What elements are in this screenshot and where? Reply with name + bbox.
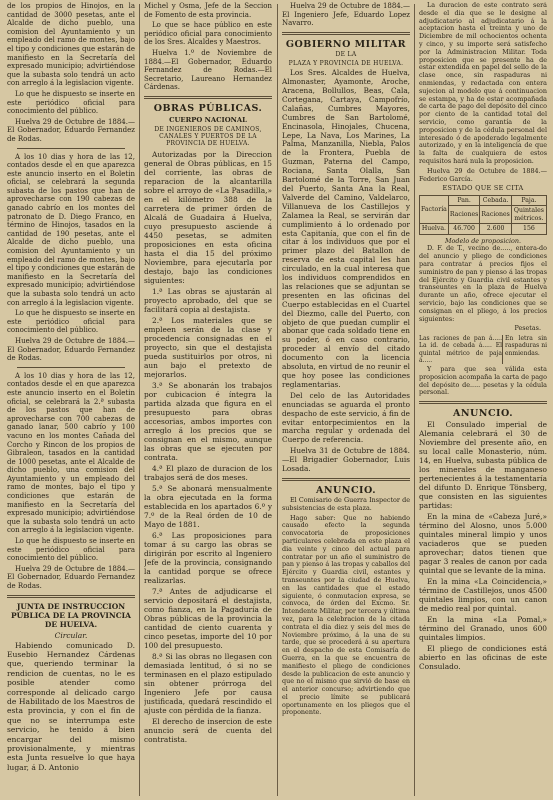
section-subheading: PLAZA Y PROVINCIA DE HUELVA. xyxy=(288,59,404,67)
column-2 xyxy=(144,2,272,798)
section-subheading: Circular. xyxy=(54,630,88,640)
section-subheading: DE LA xyxy=(335,50,357,58)
paragraph: La duracion de este contrato será desde el dia que se le designe al adjudicatario al adjudicatario á la aceptacion hasta el treinta y uno de Diciembre de mil ochocientos ochenta y cinco, y su importe será satisfecho por la Administracion Militar. Toda proposicion que se presente ha de estar extendida en papel del sello de la clase once, sin raspaduras ni enmiendas, y redactada con entera sujecion al modelo que á continuacion se estampa, y ha de estar acompañada de carta de pago del depósito del cinco por ciento de la cantidad total del servicio, como garantía de la proposicion y de la cédula personal del interesado ó de apoderado legalmente autorizado, y en la inteligencia de que la falta de cualquiera de estos requisitos hará nula la proposicion. xyxy=(419,2,547,165)
column-rule xyxy=(139,4,140,796)
signature: Huelva 1.º de Noviembre de 1884.—El Gobernador, Eduardo Fernandez de Rodas.—El Secretario, Laureano Hernandez Cárdenas. xyxy=(144,48,272,92)
table-header: Raciones xyxy=(480,206,511,224)
paragraph: Del celo de las Autoridades enunciadas se aguarda el pronto despacho de este servicio, á fin de evitar entorpecimientos en la marcha regular y ordenada del Cuerpo de referencia. xyxy=(282,390,410,445)
paragraph: 2.ª Los materiales que se empleen serán de la clase y procedencia consignadas en el proyecto, sin que el destajista pueda sustituirlos por otros, ni aun bajo el pretexto de mejorarlos. xyxy=(144,315,272,379)
table-title: ESTADO QUE SE CITA xyxy=(442,184,524,193)
section-subheading: DE INGENIEROS DE CAMINOS, CANALES Y PUERTOS DE LA PROVINCIA DE HUELVA. xyxy=(154,125,262,148)
signature: Huelva 29 de Octubre de 1884.—El Gobernador, Eduardo Fernandez de Rodas. xyxy=(7,117,135,143)
paragraph: Lo que he dispuesto se inserte en este periódico oficial para conocimiento del público. xyxy=(7,309,135,335)
section-heading: ANUNCIO. xyxy=(315,484,377,496)
paragraph: 3.ª Se abonarán los trabajos por cubicacion é íntegra la partida alzada que figura en el presupuesto para obras accesorias, ambos importes con arreglo á los precios que se consignan en el mismo, aunque las obras que se ejecuten por contrata. xyxy=(144,380,272,462)
table-cell: 156 xyxy=(511,224,546,235)
supply-table xyxy=(419,195,547,235)
table-row xyxy=(420,224,547,235)
paragraph: El Consulado imperial de Alemania celebrará el 30 de Noviembre del presente año, en su local calle Monasterio, núm. 14, en Huelva, subasta pública de los minerales de manganeso pertenecientes á la testamentaría del difunto D. Enrique Tönsberg, que consisten en las siguientes partidas: xyxy=(419,420,547,511)
section-divider xyxy=(144,96,272,99)
paragraph: A los 10 dias y hora de las 12, contados desde el en que aparezca este anuncio inserto en el Boletin oficial, se celebrará la segunda subasta de los pastos que han de aprovecharse con 190 cabezas de ganado cabrío en los montes del patronato de D. Diego Franco, en término de Hinojos, tasados en la cantidad de 190 pesetas, ante el Alcalde de dicho pueblo, una comision del Ayuntamiento y un empleado del ramo de montes, bajo el tipo y condiciones que estarán de manifiesto en la Secretaría del expresado municipio; advirtiéndose que la subasta solo tendrá un acto con arreglo á la legislacion vigente. xyxy=(7,152,135,307)
section-divider xyxy=(282,32,410,35)
section-divider xyxy=(419,401,547,404)
signature: Huelva 29 de Octubre de 1884.—Federico García. xyxy=(419,166,547,183)
column-1 xyxy=(7,2,135,798)
section-divider xyxy=(282,478,410,481)
section-heading: ANUNCIO. xyxy=(452,408,514,420)
paragraph: A los 10 dias y hora de las 12, contados desde el en que aparezca este anuncio inserto en el Boletin oficial, se celebrará la 2.ª subasta de los pastos que han de aprovecharse con 700 cabezas de ganado lanar, 500 cabrío y 100 vacuno en los montes Cañada del Corcho y Rincon de los propios de Gibraleon, tasados en la cantidad de 1000 pesetas, ante el Alcalde de dicho pueblo, una comision del Ayuntamiento y un empleado del ramo de montes, bajo el tipo y condiciones que estarán de manifiesto en la Secretaría del expresado municipio; advirtiéndose que la subasta solo tendrá un acto con arreglo á la legislacion vigente. xyxy=(7,371,135,535)
section-heading: OBRAS PÚBLICAS. xyxy=(153,102,263,114)
paragraph: 8.ª Si las obras no llegasen con demasiada lentitud, ó si no se terminasen en el plazo estipulado sin obtener prórroga del Ingeniero Jefe por causa justificada, quedará rescindido el ajuste con pérdida de la fianza. xyxy=(144,651,272,715)
column-3 xyxy=(282,2,410,798)
paragraph: Lo que se hace público en este periódico oficial para conocimiento de los Sres. Alcaldes y Maestros. xyxy=(144,21,272,47)
paragraph: Hago saber: Que no habiendo causado efecto la segunda convocatoria de proposiciones particulares celebrada en este plaza el dia veinte y cinco del actual para contratar por un año el suministro de pan y pienso á las tropas y caballos del Ejército y Guardia civil, estantes y transeuntes por la ciudad de Huelva, en las cantidades que el estado siguiente, ó conmutacion expresa, se convoca, de órden del Excmo. Sr. Intendente Militar, por tercera y última vez, para la celebracion de la citada contrata el dia diez y seis del mes de Noviembre próximo, á la una de su tarde, que se procederá á su apertura en el despacho de esta Comisaría de Guerra, en la que se encuentra de manifiesto el pliego de condiciones desde la publicacion de este anuncio y que no el mismo que sirvió de base en el anterior concurso; advirtiendo que el precio límite se publicará oportunamente en los pliegos que el proponente. xyxy=(282,513,410,717)
paragraph: Y para que sea válida esta proposicion acompaña la carta de pago del depósito de..... pesetas y la cédula personal. xyxy=(419,364,547,397)
table-header: Factoría xyxy=(420,195,449,224)
price-brace xyxy=(419,335,547,364)
paragraph: Michel y Osma, Jefe de la Seccion de Fomento de esta provincia. xyxy=(144,2,272,19)
divider xyxy=(17,367,125,368)
table-header: Quintales métricos. xyxy=(511,206,546,224)
paragraph: 1.ª Las obras se ajustarán al proyecto aprobado, del que se facilitará copia al destajista. xyxy=(144,286,272,314)
section-subheading: CUERPO NACIONAL xyxy=(169,115,247,124)
table-cell: 46.700 xyxy=(448,224,479,235)
signature: Huelva 31 de Octubre de 1884.—El Brigadier Gobernador, Luis Losada. xyxy=(282,446,410,474)
paragraph: 7.ª Antes de adjudicarse el servicio depositará el destajista, como fianza, en la Pagaduría de Obras públicas de la provincia la cantidad de ciento cuarenta y cinco pesetas, importe del 10 por 100 del presupuesto. xyxy=(144,586,272,650)
table-header: Cebada. xyxy=(480,195,511,206)
paragraph: En la mina «La Coincidencia,» término de Castillejos, unos 4500 quintales limpios, con un canon de medio real por quintal. xyxy=(419,577,547,614)
pesetas-label: Pesetas. xyxy=(514,324,541,333)
section-heading: GOBIERNO MILITAR xyxy=(285,38,407,50)
section-heading: JUNTA DE INSTRUCCION PÚBLICA DE LA PROVINCIA DE HUELVA. xyxy=(11,601,131,629)
table-cell: 2.600 xyxy=(480,224,511,235)
paragraph: En la mina de «Cabeza Juré,» término del Alosno, unos 5.000 quintales mineral limpio y unos vaciaderos que se pueden aprovechar; datos tienen que pagar 3 reales de canon por cada quintal que se levante de la mina. xyxy=(419,512,547,576)
paragraph: de los propios de Hinojos, en la cantidad de 3000 pesetas, ante el Alcalde de dicho pueblo, una comision del Ayuntamiento y un empleado del ramo de montes, bajo el tipo y condiciones que estarán de manifiesto en la Secretaría del expresado municipio; advirtiéndose que la subasta solo tendrá un acto con arreglo á la legislacion vigente. xyxy=(7,2,135,88)
paragraph: D. F. de T., vecino de....., entera-do del anuncio y pliego de condiciones para contratar á precios fijos el suministro de pan y pienso á las tropas del Ejército y Guardia civil estantes y transeuntes en la plaza de Huelva durante un año, ofrece ejecutar el servicio, bajo las condiciones que se consignan en el pliego, á los precios siguientes: xyxy=(419,244,547,323)
paragraph: 5.ª Se abonará mensualmente la obra ejecutada en la forma establecida en los apartados 6.º y 7.º de la Real órden de 10 de Mayo de 1881. xyxy=(144,483,272,529)
section-subheading: Modelo de proposicion. xyxy=(445,236,521,245)
signature: Huelva 29 de Octubre de 1884.—El Ingeniero Jefe, Eduardo Lopez Navarro. xyxy=(282,2,410,28)
paragraph: 4.ª El plazo de duracion de los trabajos será de dos meses. xyxy=(144,463,272,482)
brace-note: En letra sin raspaduras ni enmiendas. xyxy=(502,335,547,364)
column-rule xyxy=(414,4,415,796)
paragraph: Los Sres. Alcaldes de Huelva, Almonaster, Ayamonte, Aroche, Aracena, Bollullos, Beas, Cala, Cortegana, Cartaya, Campofrío, Calañas, Cumbres Mayores, Cumbres de San Bartolomé, Encinasola, Hinojales, Chucena, Lepe, La Nava, Los Marines, La Palma, Manzanilla, Niebla, Palos de la Frontera, Puebla de Guzman, Paterna del Campo, Rociana, Santa Olalla, San Bartolomé de la Torre, San Juan del Puerto, Santa Ana la Real, Valverde del Camino, Valdelarco, Villanueva de los Castillejos y Zalamea la Real, se servirán dar cumplimiento á lo ordenado por esta Capitanía, que con el fin de citar á los individuos que por el primer plazo del Batallon de reserva de esta capital les han circulado, en la cual interesa que los individuos comprendidos en las relaciones que se adjuntan se presenten en las oficinas del Cuerpo establecidas en el Cuartel del Diezmo, calle del Puerto, con objeto de que puedan cumplir el abonar que cada soldado tiene en su poder, ó en caso contrario, proceder al envío del citado documento con la licencia absoluta, en virtud de no reunir el que hoy posee las condiciones reglamentarias. xyxy=(282,68,410,389)
paragraph: El derecho de insercion de este anuncio será de cuenta del contratista. xyxy=(144,716,272,744)
paragraph: En la mina «La Pomal,» término del Granado, unos 600 quintales limpios. xyxy=(419,615,547,643)
brace-items: Las raciones de pan á..... La id. de cebada á..... El quintal métrico de paja á..... xyxy=(419,335,502,364)
paragraph: El pliego de condiciones está abierto en las oficinas de este Consulado. xyxy=(419,644,547,672)
paragraph: Habiendo comunicado D. Eusebio Hernandez Cárdenas que, queriendo terminar la rendicion de cuentas, no le es posible atender como corresponde al delicado cargo de Habilitado de los Maestros de esta provincia, y con el fin de que no se interrumpa este servicio, he tenido á bien encargar del mismo provisionalmente, y mientras esta Junta resuelve lo que haya lugar, á D. Antonio xyxy=(7,640,135,772)
signature: Huelva 29 de Octubre de 1884.—El Gobernador, Eduardo Fernandez de Rodas. xyxy=(7,564,135,590)
signature: Huelva 29 de Octubre de 1884.—El Gobernador, Eduardo Fernandez de Rodas. xyxy=(7,336,135,363)
paragraph: Lo que he dispuesto se inserte en este periódico oficial para conocimiento del público. xyxy=(7,89,135,116)
column-4 xyxy=(419,2,547,798)
paragraph: 6.ª Las proposiciones para tomar á su cargo las obras se dirigirán por escrito al Ingeniero Jefe de la provincia, consignando la cantidad porque se ofrece realizarlas. xyxy=(144,530,272,585)
table-header: Pan. xyxy=(448,195,479,206)
paragraph: El Comisario de Guerra Inspector de subsistencias de esta plaza. xyxy=(282,495,410,512)
section-divider xyxy=(7,595,135,598)
divider xyxy=(17,148,125,149)
paragraph: Autorizadas por la Direccion general de Obras públicas, en 15 del corriente, las obras de reparacion de la alcantarilla sobre el arroyo de «La Pasadilla,» en el kilómetro 388 de la carretera de primer órden de Alcalá de Guadaira á Huelva, cuyo presupuesto asciende á 4450 pesetas, se admiten proposiciones en esta oficina hasta el dia 15 del próximo Noviembre, para ejecutarla por destajo, bajo las condiciones siguientes: xyxy=(144,149,272,285)
table-cell: Huelva. xyxy=(420,224,449,235)
paragraph: Lo que he dispuesto se inserte en este periódico oficial para conocimiento del público. xyxy=(7,537,135,563)
table-header: Raciones xyxy=(448,206,479,224)
column-rule xyxy=(277,4,278,796)
table-header: Paja. xyxy=(511,195,546,206)
